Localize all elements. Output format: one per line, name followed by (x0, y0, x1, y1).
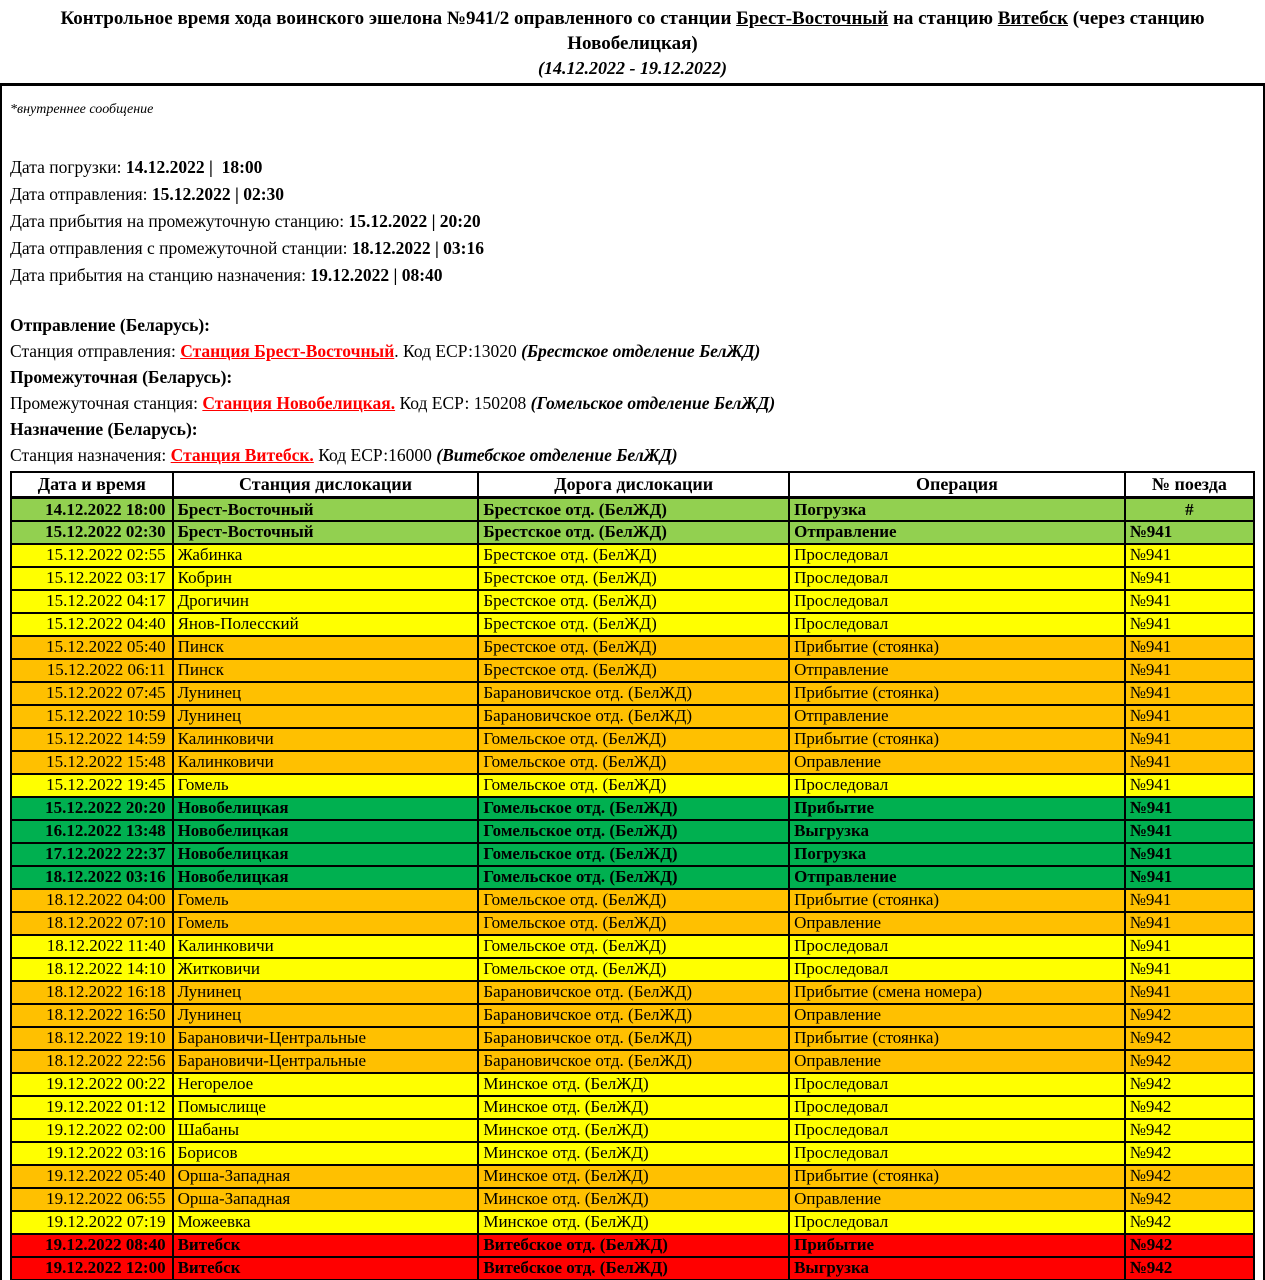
movement-table-header-row (11, 472, 1254, 498)
cell-datetime: 15.12.2022 20:20 (11, 797, 173, 820)
table-row (11, 1234, 1254, 1257)
cell-train-number: №941 (1125, 912, 1254, 935)
cell-road: Минское отд. (БелЖД) (478, 1188, 789, 1211)
cell-station: Житковичи (173, 958, 479, 981)
departure-date-line (10, 181, 1255, 208)
cell-station: Лунинец (173, 705, 479, 728)
cell-operation: Прибытие (789, 1234, 1125, 1257)
cell-road: Гомельское отд. (БелЖД) (478, 866, 789, 889)
cell-road: Гомельское отд. (БелЖД) (478, 820, 789, 843)
cell-operation: Отправление (789, 705, 1125, 728)
cell-road: Брестское отд. (БелЖД) (478, 521, 789, 544)
intermediate-departure-label: Дата отправления с промежуточной станции: (10, 237, 352, 258)
cell-datetime: 18.12.2022 03:16 (11, 866, 173, 889)
cell-station: Новобелицкая (173, 797, 479, 820)
movement-table (10, 471, 1255, 1280)
column-header-operation: Операция (789, 472, 1125, 498)
cell-train-number: №941 (1125, 820, 1254, 843)
table-row (11, 1073, 1254, 1096)
cell-station: Дрогичин (173, 590, 479, 613)
cell-station: Лунинец (173, 682, 479, 705)
table-row (11, 521, 1254, 544)
cell-station: Гомель (173, 889, 479, 912)
cell-road: Брестское отд. (БелЖД) (478, 544, 789, 567)
cell-road: Барановичское отд. (БелЖД) (478, 1027, 789, 1050)
cell-train-number: №941 (1125, 958, 1254, 981)
cell-train-number: №942 (1125, 1096, 1254, 1119)
report-title (6, 7, 1259, 32)
table-row (11, 820, 1254, 843)
cell-datetime: 18.12.2022 11:40 (11, 935, 173, 958)
loading-date-label: Дата погрузки: (10, 156, 126, 177)
cell-datetime: 15.12.2022 19:45 (11, 774, 173, 797)
cell-road: Гомельское отд. (БелЖД) (478, 843, 789, 866)
cell-train-number: №941 (1125, 613, 1254, 636)
intermediate-arrival-line (10, 208, 1255, 235)
intermediate-station-division: (Гомельское отделение БелЖД) (530, 392, 776, 413)
cell-train-number: №942 (1125, 1211, 1254, 1234)
cell-road: Брестское отд. (БелЖД) (478, 567, 789, 590)
cell-operation: Проследовал (789, 958, 1125, 981)
destination-station-line (10, 442, 1255, 468)
cell-operation: Проследовал (789, 1119, 1125, 1142)
departure-station-label: Станция отправления: (10, 340, 181, 361)
cell-train-number: №941 (1125, 981, 1254, 1004)
cell-road: Гомельское отд. (БелЖД) (478, 935, 789, 958)
summary-dates-block (10, 154, 1255, 289)
cell-operation: Выгрузка (789, 820, 1125, 843)
table-row (11, 728, 1254, 751)
column-header-road: Дорога дислокации (478, 472, 789, 498)
cell-road: Барановичское отд. (БелЖД) (478, 705, 789, 728)
cell-datetime: 15.12.2022 04:40 (11, 613, 173, 636)
cell-operation: Прибытие (стоянка) (789, 889, 1125, 912)
cell-operation: Прибытие (стоянка) (789, 636, 1125, 659)
cell-station: Новобелицкая (173, 843, 479, 866)
cell-road: Барановичское отд. (БелЖД) (478, 981, 789, 1004)
cell-train-number: №942 (1125, 1050, 1254, 1073)
cell-road: Витебское отд. (БелЖД) (478, 1257, 789, 1280)
cell-station: Новобелицкая (173, 866, 479, 889)
cell-operation: Проследовал (789, 935, 1125, 958)
cell-road: Гомельское отд. (БелЖД) (478, 889, 789, 912)
table-row (11, 774, 1254, 797)
cell-datetime: 15.12.2022 04:17 (11, 590, 173, 613)
column-header-station: Станция дислокации (173, 472, 479, 498)
cell-station: Калинковичи (173, 751, 479, 774)
table-row (11, 567, 1254, 590)
cell-station: Негорелое (173, 1073, 479, 1096)
table-row (11, 1257, 1254, 1280)
cell-station: Шабаны (173, 1119, 479, 1142)
cell-datetime: 18.12.2022 16:18 (11, 981, 173, 1004)
cell-operation: Погрузка (789, 498, 1125, 521)
cell-operation: Проследовал (789, 590, 1125, 613)
cell-operation: Проследовал (789, 613, 1125, 636)
departure-date-value: 15.12.2022 | 02:30 (151, 183, 285, 204)
intermediate-station-label: Промежуточная станция: (10, 392, 203, 413)
cell-datetime: 19.12.2022 05:40 (11, 1165, 173, 1188)
cell-operation: Проследовал (789, 567, 1125, 590)
departure-station-sep: . (394, 340, 404, 361)
cell-datetime: 15.12.2022 07:45 (11, 682, 173, 705)
table-row (11, 912, 1254, 935)
cell-datetime: 19.12.2022 02:00 (11, 1119, 173, 1142)
departure-station-division: (Брестское отделение БелЖД) (521, 340, 761, 361)
cell-train-number: №942 (1125, 1257, 1254, 1280)
cell-road: Барановичское отд. (БелЖД) (478, 1050, 789, 1073)
internal-message-note: *внутреннее сообщение (10, 101, 154, 117)
cell-station: Борисов (173, 1142, 479, 1165)
cell-station: Калинковичи (173, 728, 479, 751)
table-row (11, 981, 1254, 1004)
cell-operation: Погрузка (789, 843, 1125, 866)
table-row (11, 659, 1254, 682)
cell-road: Минское отд. (БелЖД) (478, 1165, 789, 1188)
cell-datetime: 18.12.2022 14:10 (11, 958, 173, 981)
cell-datetime: 18.12.2022 04:00 (11, 889, 173, 912)
cell-road: Брестское отд. (БелЖД) (478, 498, 789, 521)
title-station-from: Брест-Восточный (736, 8, 889, 29)
cell-station: Гомель (173, 774, 479, 797)
cell-datetime: 15.12.2022 05:40 (11, 636, 173, 659)
cell-train-number: №941 (1125, 774, 1254, 797)
cell-station: Калинковичи (173, 935, 479, 958)
cell-operation: Выгрузка (789, 1257, 1125, 1280)
cell-train-number: №941 (1125, 521, 1254, 544)
cell-train-number: №941 (1125, 728, 1254, 751)
table-row (11, 1188, 1254, 1211)
cell-road: Брестское отд. (БелЖД) (478, 636, 789, 659)
report-period: (14.12.2022 - 19.12.2022) (538, 58, 727, 79)
column-header-datetime: Дата и время (11, 472, 173, 498)
destination-arrival-line (10, 262, 1255, 289)
cell-train-number: №942 (1125, 1119, 1254, 1142)
table-row (11, 1027, 1254, 1050)
cell-train-number: №942 (1125, 1142, 1254, 1165)
destination-arrival-label: Дата прибытия на станцию назначения: (10, 264, 311, 285)
movement-table-body (11, 498, 1254, 1280)
intermediate-departure-line (10, 235, 1255, 262)
cell-datetime: 18.12.2022 16:50 (11, 1004, 173, 1027)
cell-train-number: №941 (1125, 682, 1254, 705)
destination-station-label: Станция назначения: (10, 444, 171, 465)
title-text-before: Контрольное время хода воинского эшелона №941/2 оправленного со станции (60, 8, 737, 29)
cell-station: Брест-Восточный (173, 521, 479, 544)
cell-road: Минское отд. (БелЖД) (478, 1142, 789, 1165)
cell-operation: Оправление (789, 912, 1125, 935)
cell-datetime: 15.12.2022 02:30 (11, 521, 173, 544)
cell-train-number: №941 (1125, 659, 1254, 682)
cell-datetime: 19.12.2022 03:16 (11, 1142, 173, 1165)
cell-datetime: 15.12.2022 14:59 (11, 728, 173, 751)
cell-road: Гомельское отд. (БелЖД) (478, 774, 789, 797)
cell-operation: Оправление (789, 751, 1125, 774)
title-text-between: на станцию (888, 8, 998, 29)
cell-station: Гомель (173, 912, 479, 935)
cell-operation: Проследовал (789, 1073, 1125, 1096)
cell-road: Барановичское отд. (БелЖД) (478, 1004, 789, 1027)
cell-station: Новобелицкая (173, 820, 479, 843)
intermediate-station-code: Код ЕСР: 150208 (399, 392, 531, 413)
cell-station: Пинск (173, 636, 479, 659)
cell-station: Кобрин (173, 567, 479, 590)
cell-road: Гомельское отд. (БелЖД) (478, 912, 789, 935)
cell-train-number: №942 (1125, 1165, 1254, 1188)
cell-train-number: №942 (1125, 1004, 1254, 1027)
cell-operation: Проследовал (789, 1142, 1125, 1165)
table-row (11, 866, 1254, 889)
cell-station: Витебск (173, 1234, 479, 1257)
cell-datetime: 19.12.2022 01:12 (11, 1096, 173, 1119)
departure-station-code: Код ЕСР:13020 (403, 340, 522, 361)
report-title-block (0, 0, 1265, 86)
cell-datetime: 19.12.2022 08:40 (11, 1234, 173, 1257)
table-row (11, 682, 1254, 705)
destination-station-name: Станция Витебск. (170, 444, 314, 465)
cell-road: Брестское отд. (БелЖД) (478, 590, 789, 613)
cell-station: Можеевка (173, 1211, 479, 1234)
cell-datetime: 18.12.2022 22:56 (11, 1050, 173, 1073)
table-row (11, 705, 1254, 728)
cell-datetime: 19.12.2022 06:55 (11, 1188, 173, 1211)
departure-section-header: Отправление (Беларусь): (10, 314, 211, 335)
cell-road: Минское отд. (БелЖД) (478, 1096, 789, 1119)
table-row (11, 958, 1254, 981)
report-body (0, 86, 1265, 1280)
cell-road: Брестское отд. (БелЖД) (478, 613, 789, 636)
table-row (11, 751, 1254, 774)
cell-operation: Оправление (789, 1188, 1125, 1211)
cell-train-number: №942 (1125, 1234, 1254, 1257)
departure-station-name: Станция Брест-Восточный (180, 340, 395, 361)
cell-train-number: №941 (1125, 889, 1254, 912)
cell-operation: Прибытие (стоянка) (789, 728, 1125, 751)
cell-road: Гомельское отд. (БелЖД) (478, 797, 789, 820)
cell-train-number: # (1125, 498, 1254, 521)
cell-station: Орша-Западная (173, 1165, 479, 1188)
cell-road: Гомельское отд. (БелЖД) (478, 728, 789, 751)
table-row (11, 590, 1254, 613)
cell-road: Минское отд. (БелЖД) (478, 1119, 789, 1142)
cell-operation: Проследовал (789, 1211, 1125, 1234)
destination-station-division: (Витебское отделение БелЖД) (436, 444, 678, 465)
cell-train-number: №942 (1125, 1027, 1254, 1050)
cell-operation: Проследовал (789, 774, 1125, 797)
table-row (11, 1211, 1254, 1234)
cell-train-number: №941 (1125, 797, 1254, 820)
cell-datetime: 19.12.2022 07:19 (11, 1211, 173, 1234)
title-text-after: (через станцию (1068, 8, 1205, 29)
cell-station: Пинск (173, 659, 479, 682)
cell-datetime: 15.12.2022 15:48 (11, 751, 173, 774)
table-row (11, 935, 1254, 958)
cell-train-number: №941 (1125, 636, 1254, 659)
intermediate-station-name: Станция Новобелицкая. (202, 392, 396, 413)
table-row (11, 1050, 1254, 1073)
cell-datetime: 19.12.2022 00:22 (11, 1073, 173, 1096)
cell-operation: Прибытие (789, 797, 1125, 820)
cell-datetime: 15.12.2022 06:11 (11, 659, 173, 682)
departure-station-line (10, 338, 1255, 364)
table-row (11, 613, 1254, 636)
intermediate-section-header: Промежуточная (Беларусь): (10, 366, 233, 387)
loading-date-line (10, 154, 1255, 181)
cell-station: Жабинка (173, 544, 479, 567)
table-row (11, 498, 1254, 521)
cell-datetime: 15.12.2022 03:17 (11, 567, 173, 590)
departure-date-label: Дата отправления: (10, 183, 152, 204)
table-row (11, 1004, 1254, 1027)
cell-operation: Проследовал (789, 544, 1125, 567)
cell-road: Минское отд. (БелЖД) (478, 1073, 789, 1096)
destination-arrival-value: 19.12.2022 | 08:40 (310, 264, 443, 285)
cell-station: Лунинец (173, 1004, 479, 1027)
table-row (11, 636, 1254, 659)
cell-train-number: №941 (1125, 935, 1254, 958)
cell-station: Барановичи-Центральные (173, 1050, 479, 1073)
cell-station: Брест-Восточный (173, 498, 479, 521)
intermediate-arrival-label: Дата прибытия на промежуточную станцию: (10, 210, 349, 231)
table-row (11, 1165, 1254, 1188)
table-row (11, 544, 1254, 567)
table-row (11, 889, 1254, 912)
cell-operation: Оправление (789, 1004, 1125, 1027)
cell-datetime: 19.12.2022 12:00 (11, 1257, 173, 1280)
cell-datetime: 18.12.2022 19:10 (11, 1027, 173, 1050)
cell-datetime: 15.12.2022 10:59 (11, 705, 173, 728)
cell-operation: Прибытие (стоянка) (789, 682, 1125, 705)
destination-section-header: Назначение (Беларусь): (10, 418, 198, 439)
cell-operation: Прибытие (стоянка) (789, 1165, 1125, 1188)
cell-station: Орша-Западная (173, 1188, 479, 1211)
table-row (11, 1119, 1254, 1142)
report-title-line2: Новобелицкая) (567, 32, 698, 54)
cell-train-number: №942 (1125, 1188, 1254, 1211)
cell-station: Лунинец (173, 981, 479, 1004)
cell-train-number: №942 (1125, 1073, 1254, 1096)
destination-station-code: Код ЕСР:16000 (318, 444, 437, 465)
cell-train-number: №941 (1125, 544, 1254, 567)
cell-train-number: №941 (1125, 843, 1254, 866)
cell-train-number: №941 (1125, 866, 1254, 889)
cell-road: Барановичское отд. (БелЖД) (478, 682, 789, 705)
intermediate-station-line (10, 390, 1255, 416)
cell-datetime: 17.12.2022 22:37 (11, 843, 173, 866)
cell-road: Гомельское отд. (БелЖД) (478, 958, 789, 981)
title-station-to: Витебск (997, 8, 1069, 29)
cell-operation: Проследовал (789, 1096, 1125, 1119)
cell-train-number: №941 (1125, 705, 1254, 728)
cell-datetime: 18.12.2022 07:10 (11, 912, 173, 935)
cell-station: Витебск (173, 1257, 479, 1280)
cell-road: Минское отд. (БелЖД) (478, 1211, 789, 1234)
stations-block (10, 312, 1255, 468)
cell-operation: Отправление (789, 659, 1125, 682)
cell-train-number: №941 (1125, 590, 1254, 613)
cell-station: Янов-Полесский (173, 613, 479, 636)
cell-operation: Оправление (789, 1050, 1125, 1073)
intermediate-arrival-value: 15.12.2022 | 20:20 (348, 210, 481, 231)
column-header-train-number: № поезда (1125, 472, 1254, 498)
cell-operation: Отправление (789, 521, 1125, 544)
cell-operation: Прибытие (стоянка) (789, 1027, 1125, 1050)
cell-datetime: 14.12.2022 18:00 (11, 498, 173, 521)
cell-datetime: 16.12.2022 13:48 (11, 820, 173, 843)
cell-road: Витебское отд. (БелЖД) (478, 1234, 789, 1257)
cell-train-number: №941 (1125, 751, 1254, 774)
table-row (11, 797, 1254, 820)
table-row (11, 843, 1254, 866)
loading-date-value: 14.12.2022 | 18:00 (125, 156, 263, 177)
table-row (11, 1096, 1254, 1119)
table-row (11, 1142, 1254, 1165)
cell-train-number: №941 (1125, 567, 1254, 590)
cell-datetime: 15.12.2022 02:55 (11, 544, 173, 567)
intermediate-departure-value: 18.12.2022 | 03:16 (351, 237, 485, 258)
cell-station: Помыслище (173, 1096, 479, 1119)
cell-operation: Прибытие (смена номера) (789, 981, 1125, 1004)
cell-operation: Отправление (789, 866, 1125, 889)
cell-road: Гомельское отд. (БелЖД) (478, 751, 789, 774)
cell-road: Брестское отд. (БелЖД) (478, 659, 789, 682)
cell-station: Барановичи-Центральные (173, 1027, 479, 1050)
